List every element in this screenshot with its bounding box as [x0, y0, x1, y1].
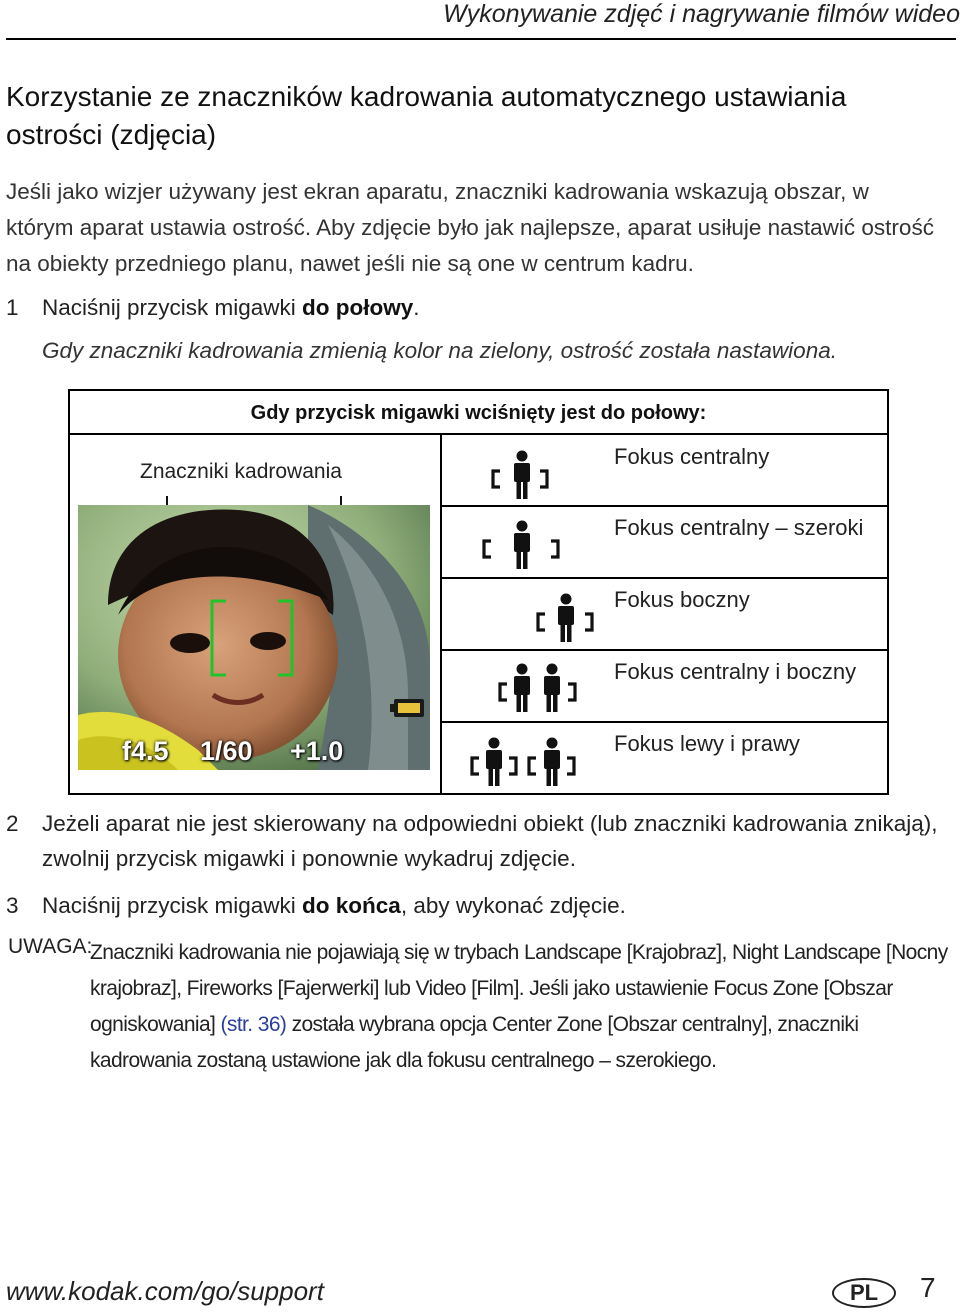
- aperture-readout: f4.5: [122, 736, 169, 766]
- row-label-center-side: Fokus centralny i boczny: [614, 659, 857, 684]
- focus-center-wide-icon: [470, 517, 590, 577]
- focus-center-side-icon: [484, 660, 594, 720]
- focus-center-icon: [470, 445, 590, 505]
- exposure-readout: +1.0: [290, 736, 344, 766]
- step-text: Naciśnij przycisk migawki do końca, aby wykonać zdjęcie.: [42, 893, 626, 918]
- table-row-divider: [440, 721, 887, 723]
- support-url-link[interactable]: www.kodak.com/go/support: [6, 1276, 324, 1306]
- table-column-divider: [440, 435, 442, 793]
- row-label-center-wide: Fokus centralny – szeroki: [614, 515, 864, 540]
- row-label-left-right: Fokus lewy i prawy: [614, 731, 800, 756]
- focus-side-icon: [520, 588, 610, 648]
- focus-left-right-icon: [456, 732, 586, 792]
- table-row-divider: [440, 505, 887, 507]
- page-number: 7: [920, 1272, 936, 1303]
- row-label-side: Fokus boczny: [614, 587, 750, 612]
- table-row-divider: [440, 649, 887, 651]
- step-text: Naciśnij przycisk migawki do połowy.: [42, 295, 420, 320]
- header-rule: [6, 38, 956, 40]
- step-1-result: Gdy znaczniki kadrowania zmienią kolor na zielony, ostrość została nastawiona.: [42, 338, 837, 363]
- battery-icon: [390, 699, 424, 717]
- shutter-readout: 1/60: [200, 736, 253, 766]
- language-badge: PL: [832, 1278, 896, 1308]
- step-number: 3: [6, 893, 19, 918]
- table-row-divider: [440, 577, 887, 579]
- row-label-center: Fokus centralny: [614, 444, 770, 469]
- page-reference-link[interactable]: (str. 36): [220, 1013, 287, 1036]
- note-text: Znaczniki kadrowania nie pojawiają się w trybach Landscape [Krajobraz], Night Landscape [Nocny krajobraz], Fireworks [Fajerwerki] lub Video [Film]. Jeśli jako ustawienie Focus Zone [Obszar ogniskowania] (str. 36) została wybrana opcja Center Zone [Obszar centralny], znaczniki kadrowania zostaną ustawione jak dla fokusu centralnego – szerokiego.: [90, 941, 948, 1072]
- step-number: 2: [6, 811, 19, 836]
- section-title: Korzystanie ze znaczników kadrowania automatycznego ustawiania ostrości (zdjęcia): [6, 81, 847, 150]
- note-label: UWAGA:: [8, 935, 93, 958]
- step-2: [6, 806, 956, 878]
- step-text: Jeżeli aparat nie jest skierowany na odpowiedni obiekt (lub znaczniki kadrowania znikają), zwolnij przycisk migawki i ponownie wykadruj zdjęcie.: [42, 811, 938, 871]
- camera-screen-photo: [78, 505, 430, 770]
- step-3: [6, 888, 946, 924]
- step-number: 1: [6, 295, 19, 320]
- running-header: Wykonywanie zdjęć i nagrywanie filmów wideo: [443, 0, 960, 28]
- framing-marks-label: Znaczniki kadrowania: [140, 460, 342, 483]
- intro-paragraph: Jeśli jako wizjer używany jest ekran aparatu, znaczniki kadrowania wskazują obszar, w którym aparat ustawia ostrość. Aby zdjęcie było jak najlepsze, aparat usiłuje nastawić ostrość na obiekty przedniego planu, nawet jeśli nie są one w centrum kadru.: [6, 179, 934, 276]
- step-1: [6, 290, 946, 326]
- table-header: Gdy przycisk migawki wciśnięty jest do połowy:: [70, 391, 887, 435]
